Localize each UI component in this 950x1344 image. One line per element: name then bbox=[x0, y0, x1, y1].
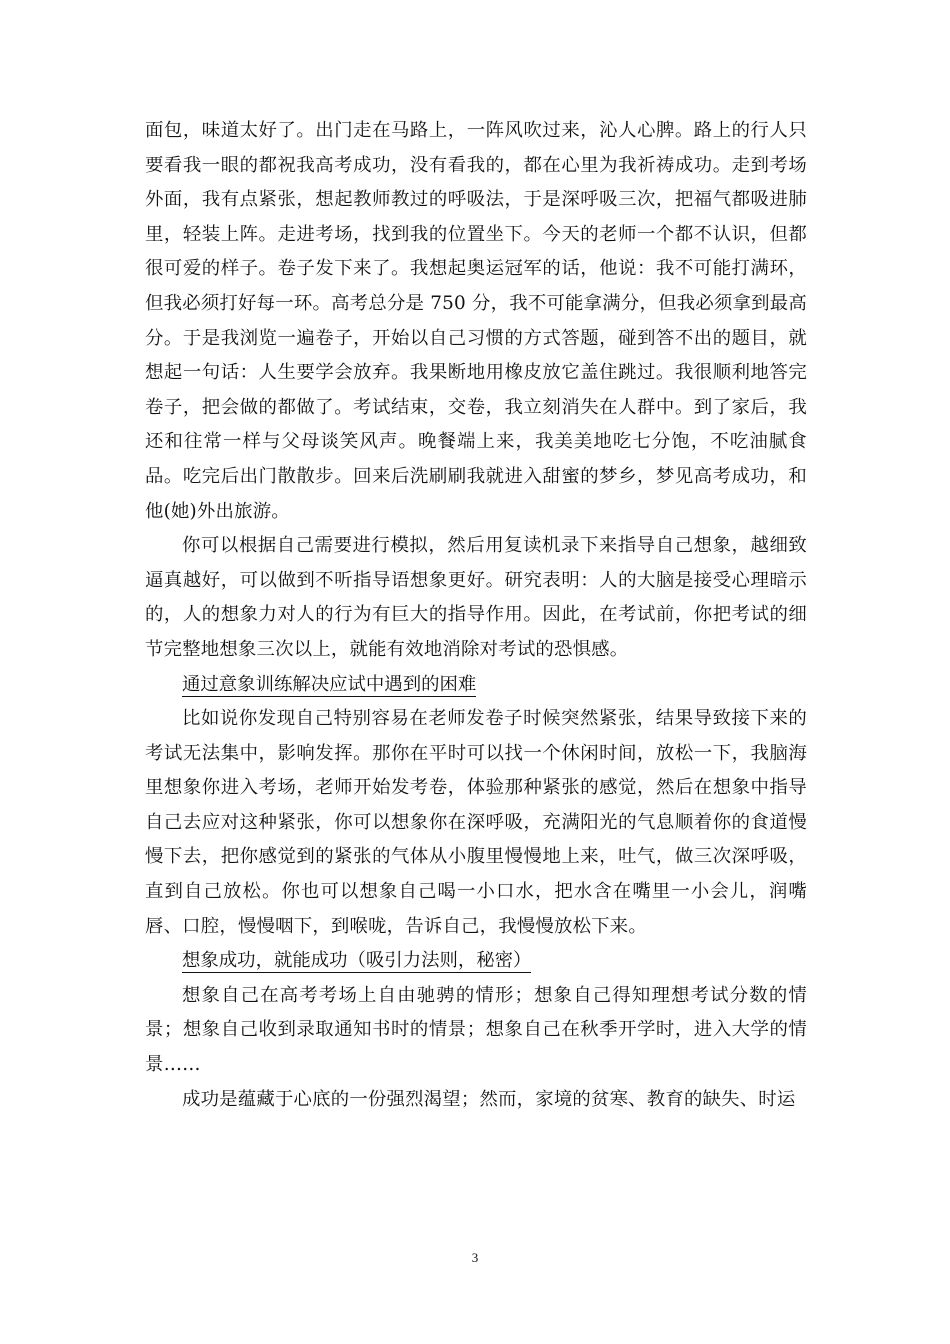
body-paragraph: 你可以根据自己需要进行模拟，然后用复读机录下来指导自己想象，越细致逼真越好，可以做到不听指导语想象更好。研究表明：人的大脑是接受心理暗示的，人的想象力对人的行为有巨大的指导作用。因此，在考试前，你把考试的细节完整地想象三次以上，就能有效地消除对考试的恐惧感。 bbox=[145, 535, 807, 660]
section-heading bbox=[182, 944, 807, 979]
page-number: 3 bbox=[471, 1250, 479, 1265]
body-paragraph: 比如说你发现自己特别容易在老师发卷子时候突然紧张，结果导致接下来的考试无法集中，影响发挥。那你在平时可以找一个休闲时间，放松一下，我脑海里想象你进入考场，老师开始发考卷，体验那种紧张的感觉，然后在想象中指导自己去应对这种紧张，你可以想象你在深呼吸，充满阳光的气息顺着你的食道慢慢下去，把你感觉到的紧张的气体从小腹里慢慢地上来，吐气，做三次深呼吸，直到自己放松。你也可以想象自己喝一小口水，把水含在嘴里一小会儿，润嘴唇、口腔，慢慢咽下，到喉咙，告诉自己，我慢慢放松下来。 bbox=[145, 708, 807, 937]
section-heading-text: 通过意象训练解决应试中遇到的困难 bbox=[182, 673, 477, 695]
body-paragraph: 想象自己在高考考场上自由驰骋的情形；想象自己得知理想考试分数的情景；想象自己收到录取通知书时的情景；想象自己在秋季开学时，进入大学的情景…… bbox=[145, 984, 807, 1076]
body-paragraph: 面包，味道太好了。出门走在马路上，一阵风吹过来，沁人心脾。路上的行人只要看我一眼的都祝我高考成功，没有看我的，都在心里为我祈祷成功。走到考场外面，我有点紧张，想起教师教过的呼吸法，于是深呼吸三次，把福气都吸进肺里，轻装上阵。走进考场，找到我的位置坐下。今天的老师一个都不认识，但都很可爱的样子。卷子发下来了。我想起奥运冠军的话，他说：我不可能打满环，但我必须打好每一环。高考总分是 750 分，我不可能拿满分，但我必须拿到最高分。于是我浏览一遍卷子，开始以自己习惯的方式答题，碰到答不出的题目，就想起一句话：人生要学会放弃。我果断地用橡皮放它盖住跳过。我很顺利地答完卷子，把会做的都做了。考试结束，交卷，我立刻消失在人群中。到了家后，我还和往常一样与父母谈笑风声。晚餐端上来，我美美地吃七分饱，不吃油腻食品。吃完后出门散散步。回来后洗刷刷我就进入甜蜜的梦乡，梦见高考成功，和他(她)外出旅游。 bbox=[145, 120, 807, 522]
section-heading-text: 想象成功，就能成功（吸引力法则，秘密） bbox=[182, 950, 532, 972]
body-paragraph: 成功是蕴藏于心底的一份强烈渴望；然而，家境的贫寒、教育的缺失、时运 bbox=[182, 1088, 796, 1110]
document-page bbox=[145, 114, 807, 1117]
section-heading bbox=[182, 668, 807, 703]
